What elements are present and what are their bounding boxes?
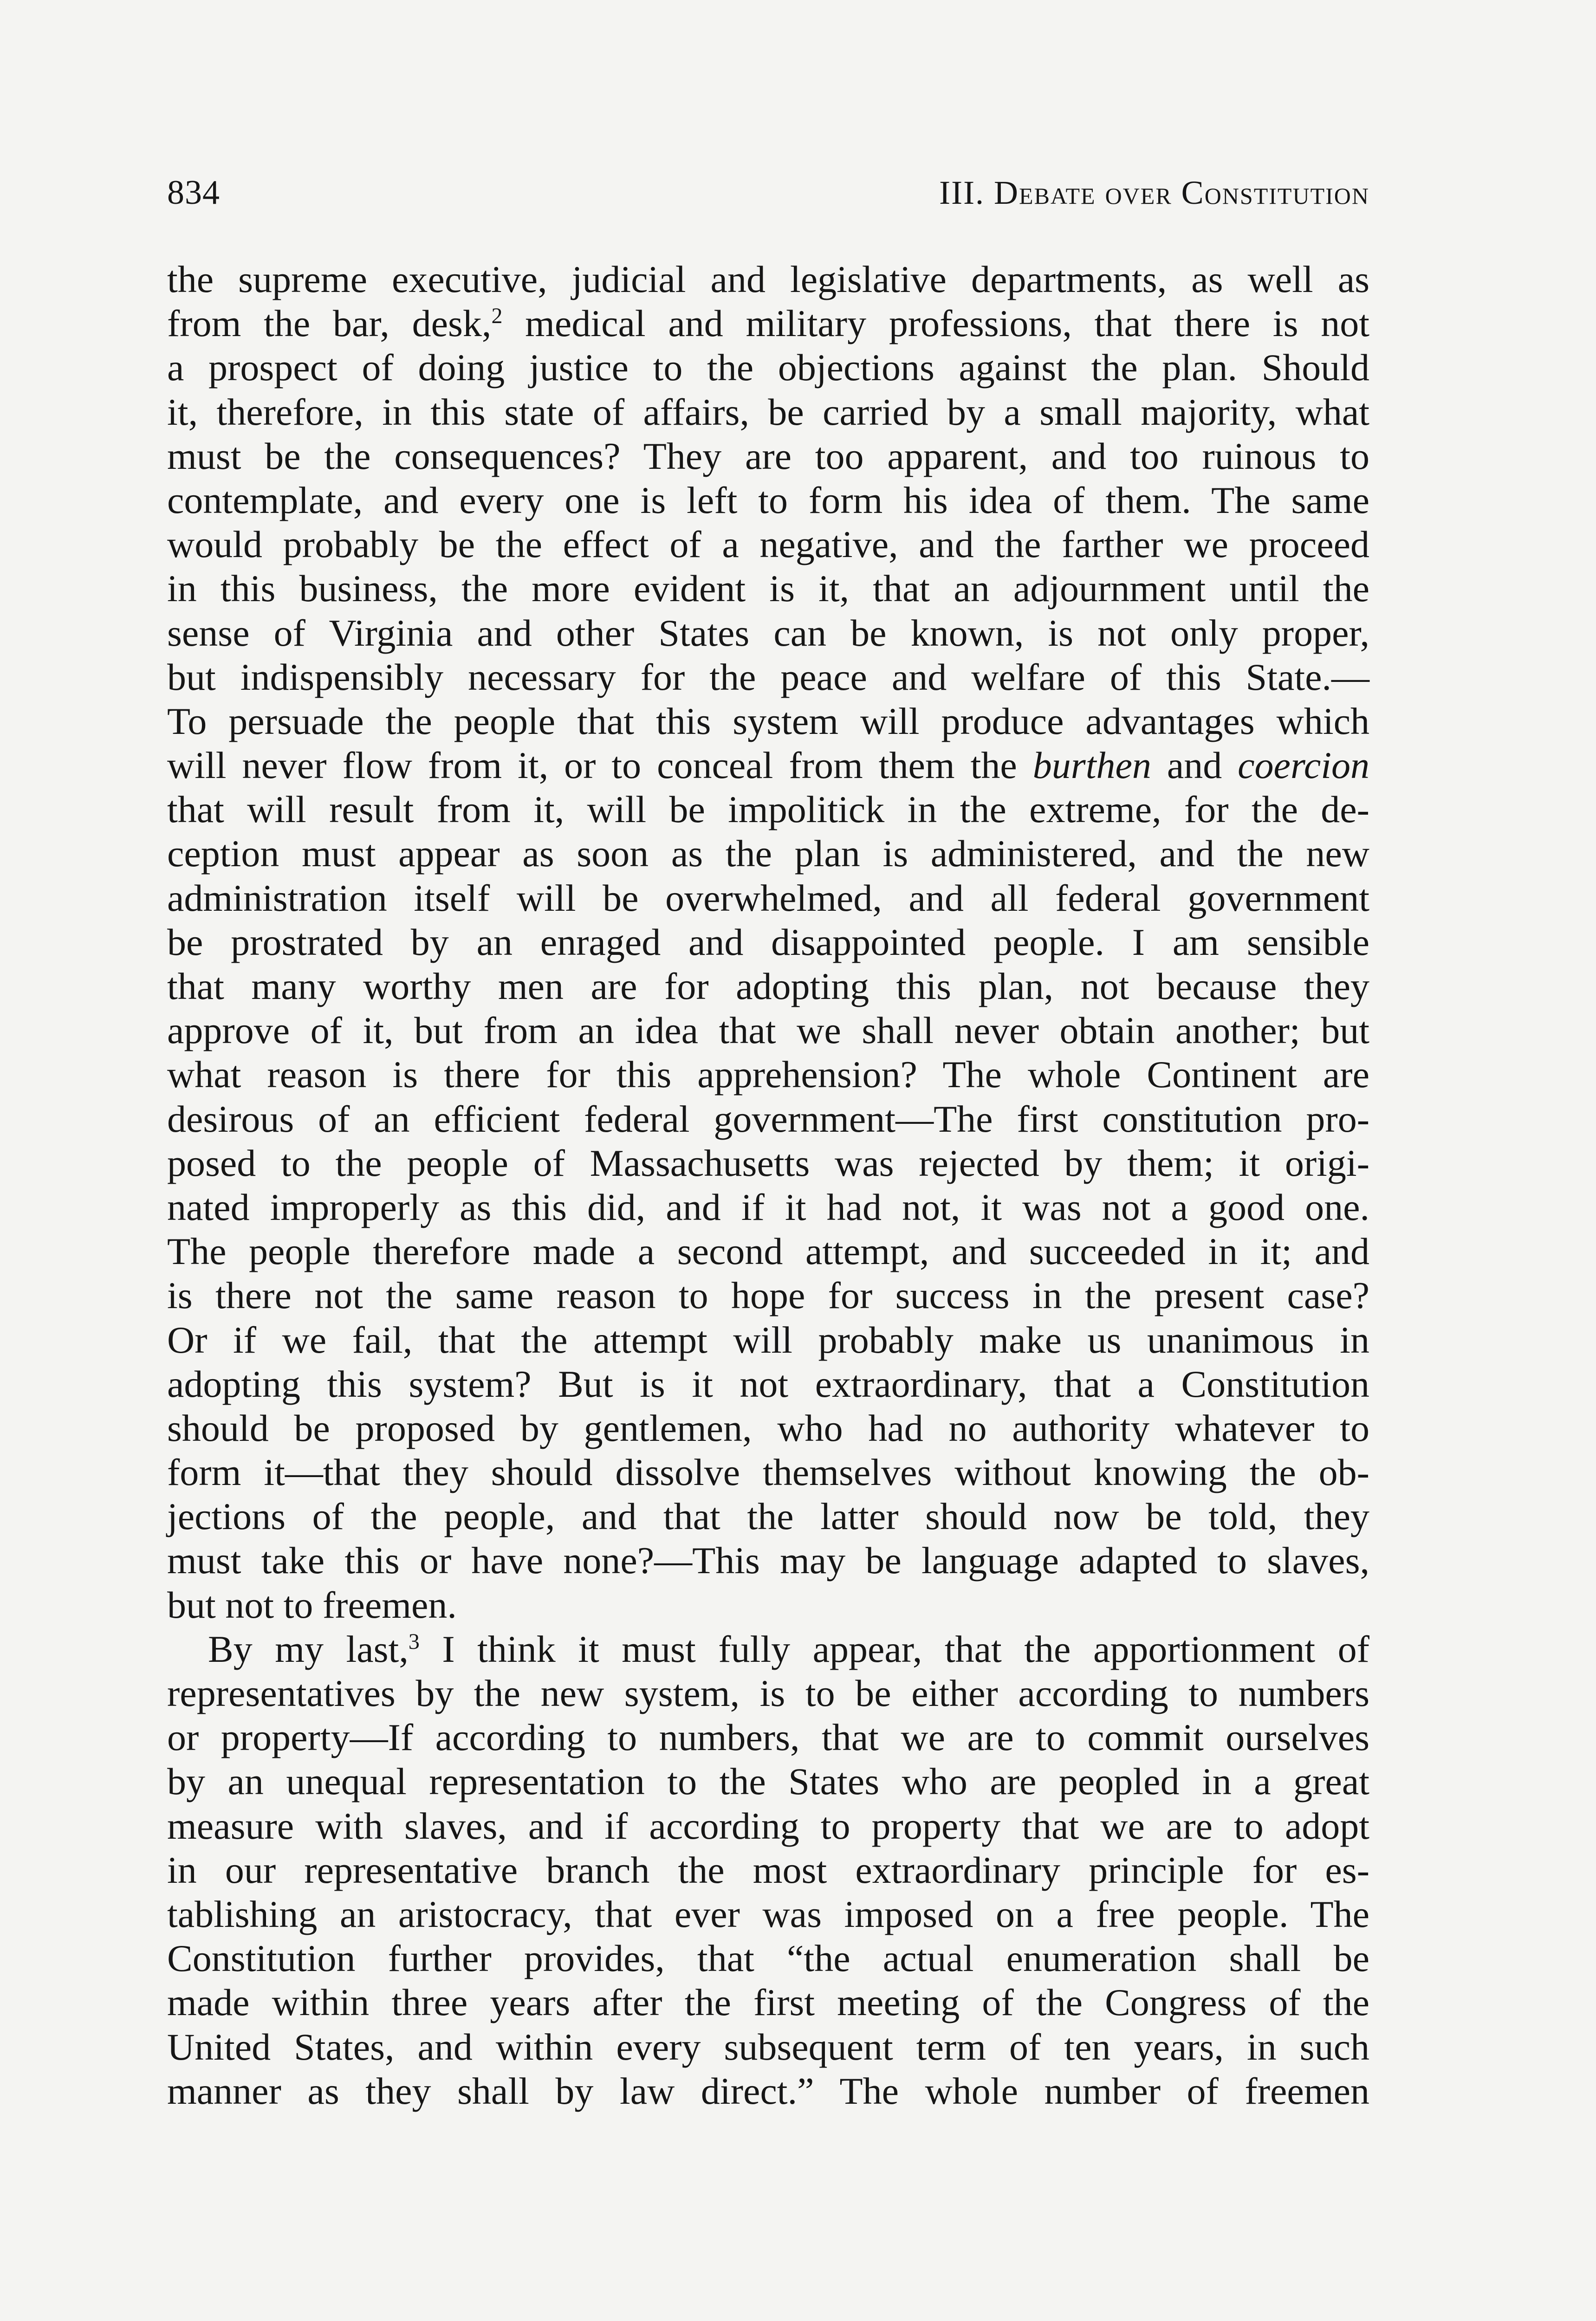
section-title: III. Debate over Constitution (939, 174, 1369, 211)
text-line: it, therefore, in this state of affairs, be carried by a small majority, what (167, 390, 1369, 433)
text-line: Or if we fail, that the attempt will probably make us unanimous in (167, 1318, 1369, 1361)
text-line: ception must appear as soon as the plan is administered, and the new (167, 832, 1369, 875)
text-line: jections of the people, and that the latter should now be told, they (167, 1495, 1369, 1538)
text-line: made within three years after the first meeting of the Congress of the (167, 1981, 1369, 2024)
text-line: sense of Virginia and other States can be known, is not only proper, (167, 611, 1369, 654)
text-line: will never flow from it, or to conceal from them the burthen and coercion (167, 744, 1369, 787)
text-line: adopting this system? But is it not extraordinary, that a Constitution (167, 1362, 1369, 1405)
text-line: desirous of an efficient federal government—The first constitution pro- (167, 1097, 1369, 1140)
text-line: Constitution further provides, that “the actual enumeration shall be (167, 1937, 1369, 1980)
italic-word-burthen: burthen (1032, 744, 1151, 787)
text-line: or property—If according to numbers, that we are to commit ourselves (167, 1716, 1369, 1759)
text-line: would probably be the effect of a negative, and the farther we proceed (167, 523, 1369, 566)
text-line: contemplate, and every one is left to form his idea of them. The same (167, 479, 1369, 521)
text-line: By my last,$^3$ I think it must fully appear, that the apportionment of (208, 1627, 1369, 1670)
text-line: approve of it, but from an idea that we shall never obtain another; but (167, 1009, 1369, 1052)
text-line: To persuade the people that this system will produce advantages which (167, 700, 1369, 742)
text-line: United States, and within every subsequent term of ten years, in such (167, 2025, 1369, 2068)
text-line: but indispensibly necessary for the peace and welfare of this State.— (167, 655, 1369, 698)
text-line: form it—that they should dissolve themselves without knowing the ob- (167, 1451, 1369, 1494)
text-line: the supreme executive, judicial and legislative departments, as well as (167, 258, 1369, 300)
text-line: The people therefore made a second attempt, and succeeded in it; and (167, 1230, 1369, 1273)
text-line: must be the consequences? They are too apparent, and too ruinous to (167, 434, 1369, 477)
page-number: 834 (167, 174, 220, 212)
footnote-ref-3: 3 (408, 1629, 420, 1654)
text-line: that will result from it, will be impolitick in the extreme, for the de- (167, 788, 1369, 831)
text-line: tablishing an aristocracy, that ever was imposed on a free people. The (167, 1893, 1369, 1935)
text-line: measure with slaves, and if according to property that we are to adopt (167, 1804, 1369, 1847)
text-line: in our representative branch the most extraordinary principle for es- (167, 1848, 1369, 1891)
text-line: what reason is there for this apprehension? The whole Continent are (167, 1053, 1369, 1096)
text-line: manner as they shall by law direct.” The whole number of freemen (167, 2069, 1369, 2112)
body-text (167, 257, 1369, 2113)
footnote-ref-2: 2 (491, 304, 503, 329)
text-line: should be proposed by gentlemen, who had no authority whatever to (167, 1407, 1369, 1449)
running-head (167, 167, 1369, 218)
text-line: by an unequal representation to the States who are peopled in a great (167, 1760, 1369, 1803)
text-line: nated improperly as this did, and if it had not, it was not a good one. (167, 1186, 1369, 1228)
text-line: in this business, the more evident is it, that an adjournment until the (167, 567, 1369, 610)
text-line: a prospect of doing justice to the objections against the plan. Should (167, 346, 1369, 389)
text-line: posed to the people of Massachusetts was rejected by them; it origi- (167, 1141, 1369, 1184)
text-line: representatives by the new system, is to be either according to numbers (167, 1672, 1369, 1714)
text-line: administration itself will be overwhelmed, and all federal government (167, 876, 1369, 919)
text-line: is there not the same reason to hope for success in the present case? (167, 1274, 1369, 1317)
italic-word-coercion: coercion (1238, 744, 1369, 787)
text-line: that many worthy men are for adopting this plan, not because they (167, 965, 1369, 1007)
text-line: must take this or have none?—This may be language adapted to slaves, (167, 1539, 1369, 1582)
text-line: but not to freemen. (167, 1583, 457, 1626)
text-line: be prostrated by an enraged and disappointed people. I am sensible (167, 921, 1369, 963)
text-line: from the bar, desk,$^2$ medical and military professions, that there is not (167, 302, 1369, 345)
